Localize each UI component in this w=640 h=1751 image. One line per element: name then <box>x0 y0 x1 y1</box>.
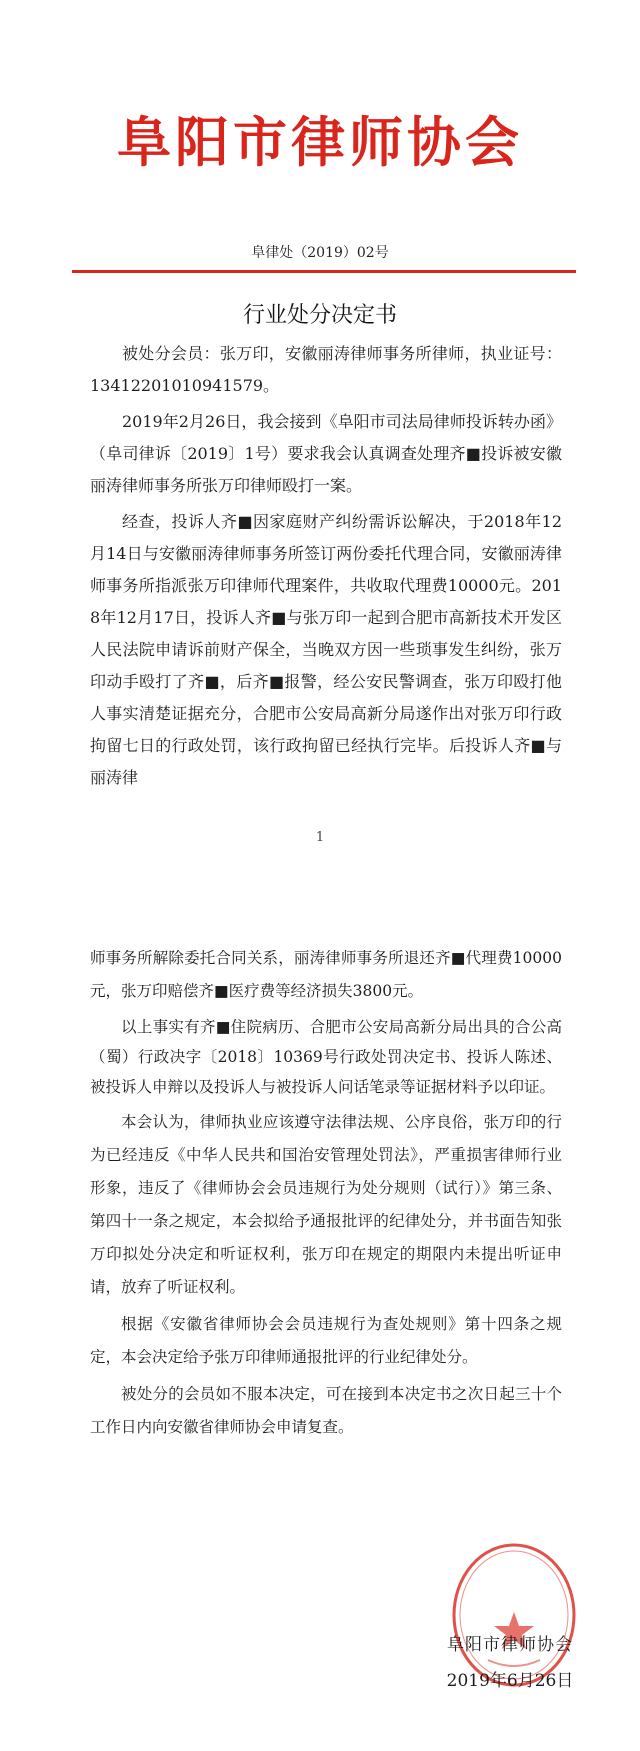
paragraph-complaint-received: 2019年2月26日，我会接到《阜阳市司法局律师投诉转办函》（阜司律诉〔2019〕1号）要求我会认真调查处理齐■投诉被安徽丽涛律师事务所张万印律师殴打一案。 <box>90 412 562 495</box>
paragraph-respondent: 被处分会员：张万印，安徽丽涛律师事务所律师，执业证号：13412201010941579。 <box>90 344 562 395</box>
paragraph-findings: 经查，投诉人齐■因家庭财产纠纷需诉讼解决，于2018年12月14日与安徽丽涛律师事务所签订两份委托代理合同，安徽丽涛律师事务所指派张万印律师代理案件，共收取代理费10000元。2018年12月17日，投诉人齐■与张万印一起到合肥市高新技术开发区人民法院申请诉前财产保全，当晚双方因一些琐事发生纠纷，张万印动手殴打了齐■，后齐■报警，经公安民警调查，张万印殴打他人事实清楚证据充分，合肥市公安局高新分局遂作出对张万印行政拘留七日的行政处罚，该行政拘留已经执行完毕。后投诉人齐■与丽涛律 <box>90 512 562 787</box>
masthead-org-name: 阜阳市律师协会 <box>117 111 523 174</box>
paragraph-findings-continued: 师事务所解除委托合同关系，丽涛律师事务所退还齐■代理费10000元，张万印赔偿齐■医疗费等经济损失3800元。 <box>90 949 562 1000</box>
paragraph-appeal-notice: 被处分的会员如不服本决定，可在接到本决定书之次日起三十个工作日内向安徽省律师协会申请复查。 <box>90 1385 562 1436</box>
body-section-2 <box>90 942 562 1448</box>
document-title: 行业处分决定书 <box>242 303 397 328</box>
signature-org: 阜阳市律师协会 <box>447 1635 573 1655</box>
signature-date: 2019年6月26日 <box>446 1671 574 1691</box>
paragraph-opinion: 本会认为，律师执业应该遵守法律法规、公序良俗，张万印的行为已经违反《中华人民共和国治安管理处罚法》，严重损害律师行业形象，违反了《律师协会会员违规行为处分规则（试行）》第三条、第四十一条之规定，本会拟给予通报批评的纪律处分，并书面告知张万印拟处分决定和听证权利，张万印在规定的期限内未提出听证申请，放弃了听证权利。 <box>90 1113 562 1296</box>
page-number: 1 <box>315 830 325 845</box>
signature-block <box>420 1628 600 1698</box>
paragraph-evidence: 以上事实有齐■住院病历、合肥市公安局高新分局出具的合公高（蜀）行政决字〔2018〕10369号行政处罚决定书、投诉人陈述、被投诉人申辩以及投诉人与被投诉人问话笔录等证据材料予以印证。 <box>90 1018 562 1096</box>
paragraph-decision: 根据《安徽省律师协会会员违规行为查处规则》第十四条之规定，本会决定给予张万印律师通报批评的行业纪律处分。 <box>90 1315 562 1366</box>
document-number: 阜律处（2019）02号 <box>251 245 389 261</box>
red-divider-line <box>72 270 576 273</box>
body-section-1 <box>90 338 562 798</box>
